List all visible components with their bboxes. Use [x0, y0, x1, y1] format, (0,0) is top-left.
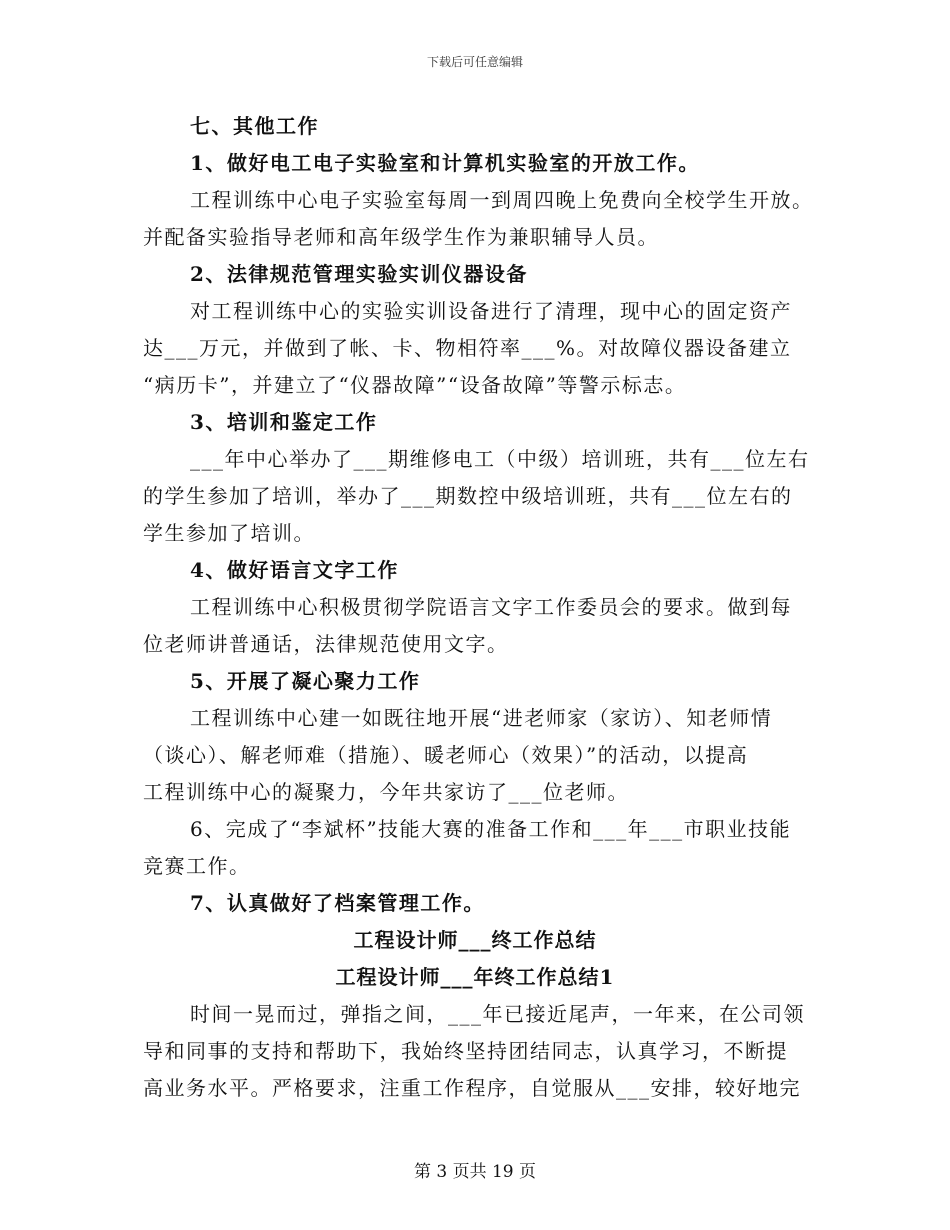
- document-title: 工程设计师___终工作总结: [353, 928, 597, 952]
- paragraph-line: 竞赛工作。: [143, 854, 251, 878]
- subheading: 4、做好语言文字工作: [190, 558, 399, 582]
- paragraph-line: 工程训练中心积极贯彻学院语言文字工作委员会的要求。做到每: [190, 595, 792, 619]
- paragraph-line: ___年中心举办了___期维修电工（中级）培训班，共有___位左右: [190, 447, 810, 471]
- paragraph-line: 对工程训练中心的实验实训设备进行了清理，现中心的固定资产: [190, 299, 792, 323]
- paragraph-line: “病历卡”，并建立了“仪器故障”“设备故障”等警示标志。: [143, 373, 687, 397]
- paragraph-line: 时间一晃而过，弹指之间，___年已接近尾声，一年来，在公司领: [190, 1002, 805, 1026]
- subheading: 7、认真做好了档案管理工作。: [190, 891, 485, 915]
- page-footer: 第 3 页共 19 页: [413, 1162, 537, 1182]
- page-header: 下载后可任意编辑: [426, 55, 523, 69]
- section-heading: 七、其他工作: [190, 114, 319, 138]
- paragraph-line: 导和同事的支持和帮助下，我始终坚持团结同志，认真学习，不断提: [143, 1039, 788, 1063]
- document-subtitle: 工程设计师___年终工作总结1: [335, 965, 615, 989]
- subheading: 1、做好电工电子实验室和计算机实验室的开放工作。: [190, 151, 700, 175]
- subheading: 2、法律规范管理实验实训仪器设备: [190, 262, 528, 286]
- paragraph-line: 达___万元，并做到了帐、卡、物相符率___%。对故障仪器设备建立: [143, 336, 792, 360]
- paragraph-line: 工程训练中心的凝聚力，今年共家访了___位老师。: [143, 780, 629, 804]
- paragraph-line: 的学生参加了培训，举办了___期数控中级培训班，共有___位左右的: [143, 484, 793, 508]
- paragraph-line: 并配备实验指导老师和高年级学生作为兼职辅导人员。: [143, 225, 659, 249]
- paragraph-line: 学生参加了培训。: [143, 521, 315, 545]
- paragraph-line: 工程训练中心建一如既往地开展“进老师家（家访）、知老师情: [190, 706, 773, 730]
- paragraph-line: 位老师讲普通话，法律规范使用文字。: [143, 632, 509, 656]
- subheading: 3、培训和鉴定工作: [190, 410, 378, 434]
- paragraph-line: 高业务水平。严格要求，注重工作程序，自觉服从___安排，较好地完: [143, 1076, 801, 1100]
- paragraph-line: （谈心）、解老师难（措施）、暖老师心（效果）”的活动，以提高: [143, 743, 749, 767]
- paragraph-line: 工程训练中心电子实验室每周一到周四晚上免费向全校学生开放。: [190, 188, 814, 212]
- subheading: 5、开展了凝心聚力工作: [190, 669, 421, 693]
- paragraph-line: 6、完成了“李斌杯”技能大赛的准备工作和___年___市职业技能: [190, 817, 792, 841]
